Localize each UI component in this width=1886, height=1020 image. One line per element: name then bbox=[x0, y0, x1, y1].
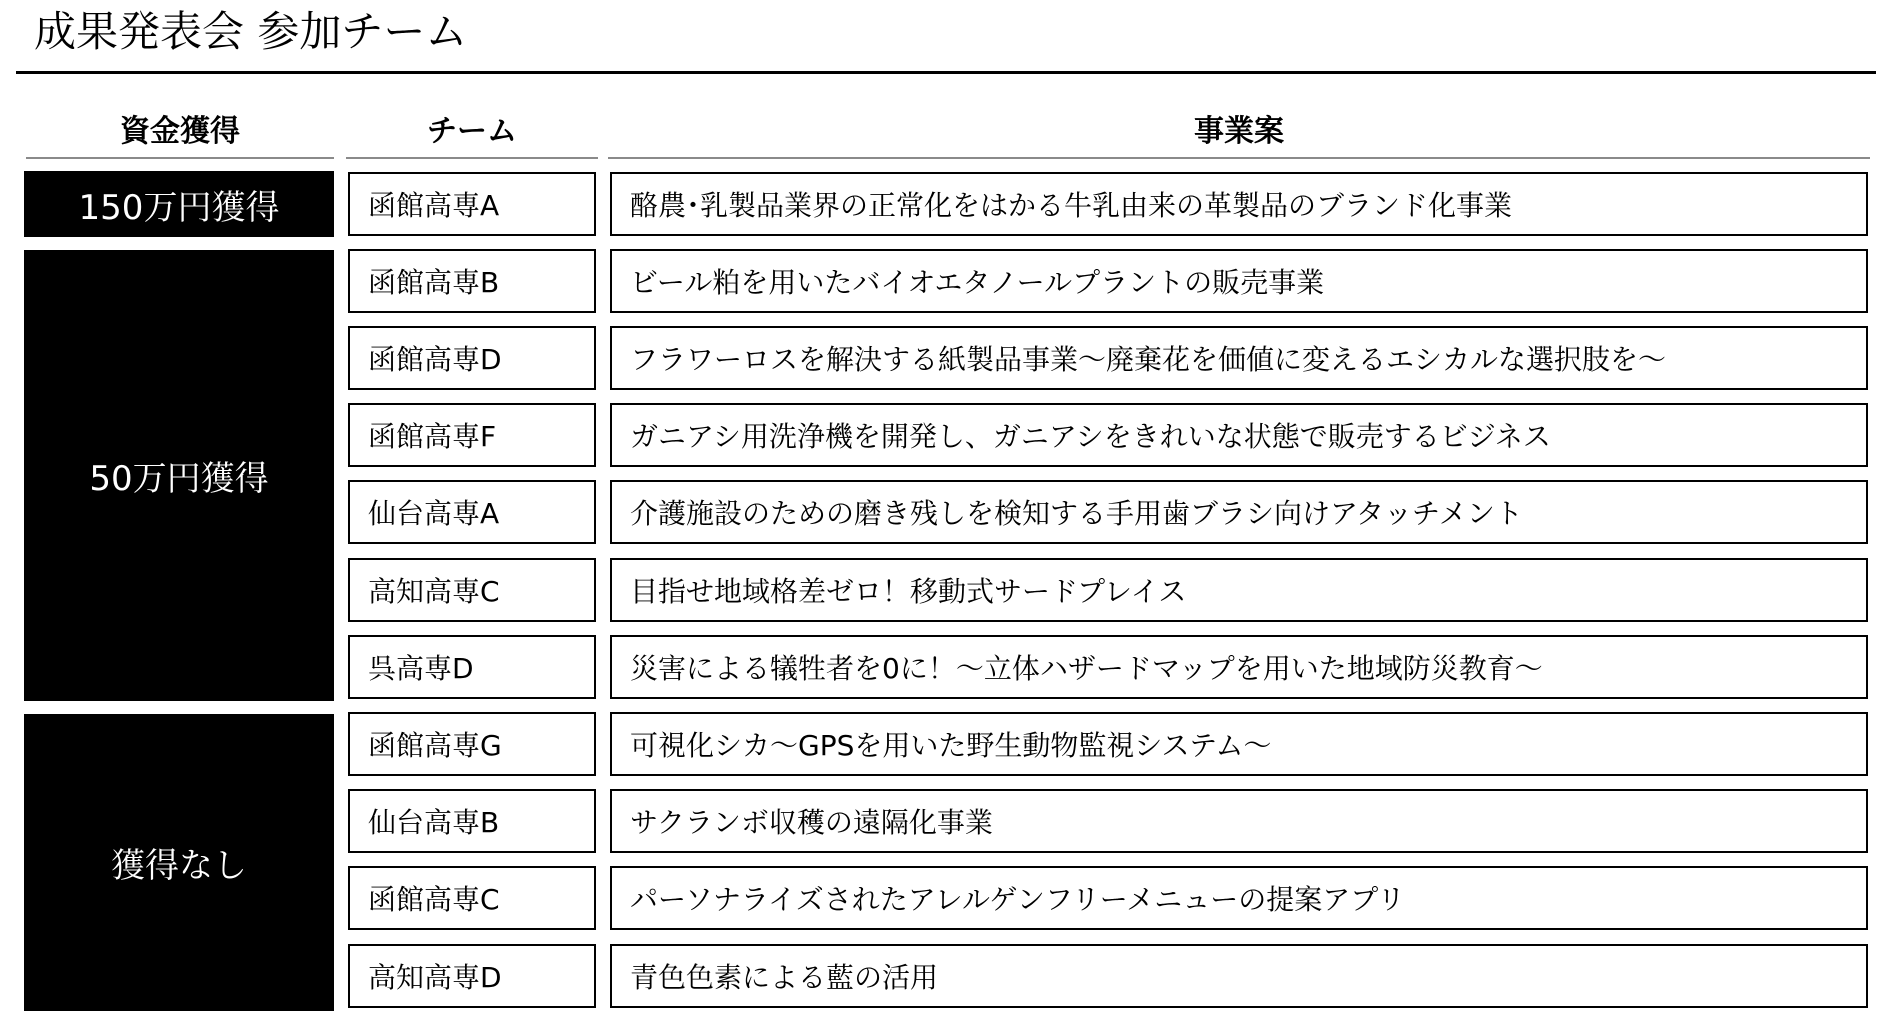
funding-group-50man bbox=[24, 250, 334, 701]
team-cell: 高知高専D bbox=[348, 944, 596, 1008]
funding-group-none bbox=[24, 714, 334, 1011]
title-divider bbox=[16, 71, 1876, 74]
team-cell: 函館高専D bbox=[348, 326, 596, 390]
header-funding-underline bbox=[26, 157, 334, 159]
plan-cell: サクランボ収穫の遠隔化事業 bbox=[610, 789, 1868, 853]
team-cell: 函館高専A bbox=[348, 172, 596, 236]
plan-cell: 介護施設のための磨き残しを検知する手用歯ブラシ向けアタッチメント bbox=[610, 480, 1868, 544]
plan-cell: 青色色素による藍の活用 bbox=[610, 944, 1868, 1008]
team-cell: 高知高専C bbox=[348, 558, 596, 622]
funding-group-label: 獲得なし bbox=[111, 846, 247, 886]
plan-cell: 災害による犠牲者を0に！～立体ハザードマップを用いた地域防災教育～ bbox=[610, 635, 1868, 699]
plan-cell: 酪農･乳製品業界の正常化をはかる牛乳由来の革製品のブランド化事業 bbox=[610, 172, 1868, 236]
team-cell: 函館高専C bbox=[348, 866, 596, 930]
plan-cell: 可視化シカ～GPSを用いた野生動物監視システム～ bbox=[610, 712, 1868, 776]
funding-group-150man bbox=[24, 171, 334, 237]
plan-cell: 目指せ地域格差ゼロ！移動式サードプレイス bbox=[610, 558, 1868, 622]
header-funding: 資金獲得 bbox=[120, 114, 240, 149]
funding-group-label: 150万円獲得 bbox=[78, 187, 280, 228]
header-team: チーム bbox=[427, 114, 517, 149]
funding-group-label: 50万円獲得 bbox=[89, 459, 269, 499]
team-cell: 呉高専D bbox=[348, 635, 596, 699]
team-cell: 函館高専G bbox=[348, 712, 596, 776]
header-team-underline bbox=[346, 157, 598, 159]
plan-cell: ビール粕を用いたバイオエタノールプラントの販売事業 bbox=[610, 249, 1868, 313]
plan-cell: フラワーロスを解決する紙製品事業～廃棄花を価値に変えるエシカルな選択肢を～ bbox=[610, 326, 1868, 390]
header-plan-underline bbox=[608, 157, 1870, 159]
team-cell: 仙台高専B bbox=[348, 789, 596, 853]
page-title: 成果発表会 参加チーム bbox=[34, 7, 468, 56]
team-cell: 函館高専F bbox=[348, 403, 596, 467]
plan-cell: ガニアシ用洗浄機を開発し、ガニアシをきれいな状態で販売するビジネス bbox=[610, 403, 1868, 467]
team-cell: 仙台高専A bbox=[348, 480, 596, 544]
header-plan: 事業案 bbox=[1194, 114, 1284, 149]
team-cell: 函館高専B bbox=[348, 249, 596, 313]
plan-cell: パーソナライズされたアレルゲンフリーメニューの提案アプリ bbox=[610, 866, 1868, 930]
